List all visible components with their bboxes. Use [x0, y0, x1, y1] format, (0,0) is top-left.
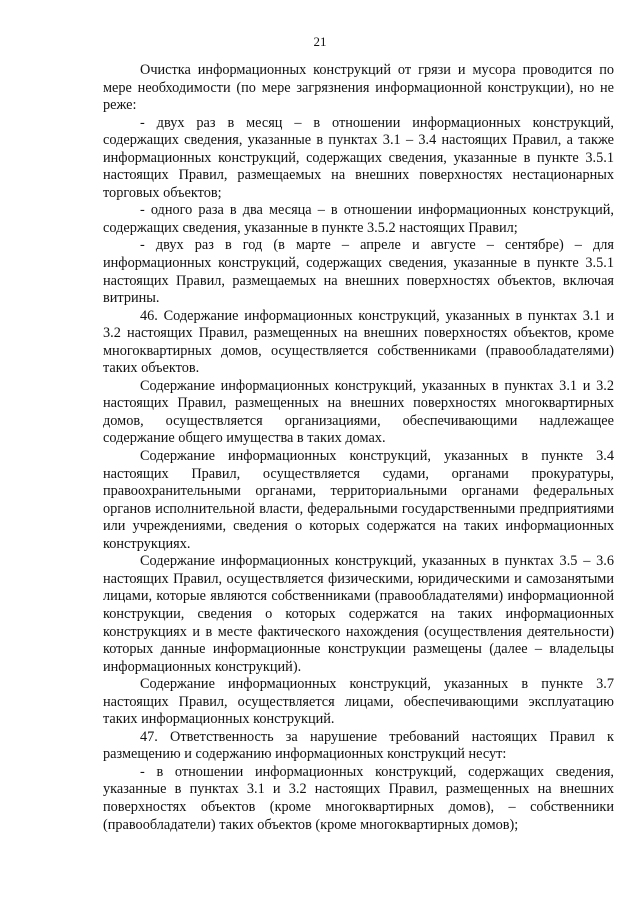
paragraph-twice-yearly: - двух раз в год (в марте – апреле и августе – сентябре) – для информационных конструкций, содержащих сведения, указанные в пункте 3.5.1 настоящих Правил, размещаемых на внешних поверхностях объектов, включая витрины.: [103, 237, 614, 307]
paragraph-clause-47: 47. Ответственность за нарушение требований настоящих Правил к размещению и содержанию информационных конструкций несут:: [103, 728, 614, 763]
document-body: [103, 62, 614, 834]
paragraph-apartment-buildings: Содержание информационных конструкций, указанных в пунктах 3.1 и 3.2 настоящих Правил, размещенных на внешних поверхностях многоквартирных домов, осуществляется организациями, обеспечивающими надлежащее содержание общего имущества в таких домах.: [103, 377, 614, 447]
paragraph-clause-3-5-3-6: Содержание информационных конструкций, указанных в пунктах 3.5 – 3.6 настоящих Правил, осуществляется физическими, юридическими и самозанятыми лицами, которые являются собственниками (правообладателями) информационной конструкции, сведения о которых содержатся на таких информационных конструкциях и в месте фактического нахождения (осуществления деятельности) которых данные информационные конструкции размещены (далее – владельцы информационных конструкций).: [103, 553, 614, 675]
paragraph-clause-46: 46. Содержание информационных конструкций, указанных в пунктах 3.1 и 3.2 настоящих Правил, размещенных на внешних поверхностях объектов, кроме многоквартирных домов, осуществляется собственниками (правообладателями) таких объектов.: [103, 307, 614, 377]
paragraph-cleaning-intro: Очистка информационных конструкций от грязи и мусора проводится по мере необходимости (по мере загрязнения информационной конструкции), но не реже:: [103, 62, 614, 114]
paragraph-twice-monthly: - двух раз в месяц – в отношении информационных конструкций, содержащих сведения, указанные в пунктах 3.1 – 3.4 настоящих Правил, а также информационных конструкций, содержащих сведения, указанные в пункте 3.5.1 настоящих Правил, размещаемых на внешних поверхностях нестационарных торговых объектов;: [103, 114, 614, 201]
paragraph-clause-3-4: Содержание информационных конструкций, указанных в пункте 3.4 настоящих Правил, осуществляется судами, органами прокуратуры, правоохранительными органами, территориальными органами федеральных органов исполнительной власти, федеральными государственными предприятиями или учреждениями, сведения о которых содержатся на таких информационных конструкциях.: [103, 448, 614, 552]
paragraph-once-two-months: - одного раза в два месяца – в отношении информационных конструкций, содержащих сведения, указанные в пункте 3.5.2 настоящих Правил;: [103, 202, 614, 236]
page-number: 21: [313, 34, 327, 49]
paragraph-clause-3-7: Содержание информационных конструкций, указанных в пункте 3.7 настоящих Правил, осуществляется лицами, обеспечивающими эксплуатацию таких информационных конструкций.: [103, 676, 614, 728]
paragraph-responsibility-item: - в отношении информационных конструкций, содержащих сведения, указанные в пунктах 3.1 и 3.2 настоящих Правил, размещенных на внешних поверхностях объектов (кроме многоквартирных домов), – собственники (правообладатели) таких объектов (кроме многоквартирных домов);: [103, 763, 614, 833]
